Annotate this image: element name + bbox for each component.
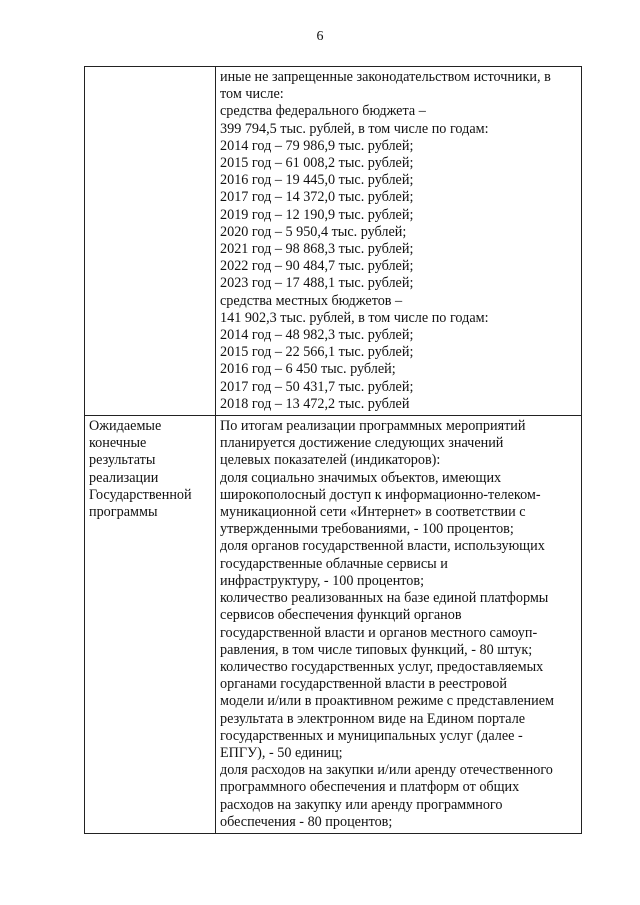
row-content-line: широкополосный доступ к информационно-телеком-: [220, 486, 541, 503]
row-label-line: Ожидаемые: [89, 418, 162, 435]
row-label-line: Государственной: [89, 486, 192, 503]
row-content-line: программного обеспечения и платформ от общих: [220, 779, 520, 796]
row-content-line: средства местных бюджетов –: [220, 292, 403, 309]
row-label-cell: [85, 416, 216, 834]
row-content-line: планируется достижение следующих значений: [220, 435, 504, 452]
row-content-line: утвержденными требованиями, - 100 процентов;: [220, 521, 514, 538]
row-content-line: 141 902,3 тыс. рублей, в том числе по годам:: [220, 309, 489, 326]
row-content-line: государственной власти и органов местного самоуп-: [220, 624, 538, 641]
row-content-line: 2018 год – 13 472,2 тыс. рублей: [220, 395, 410, 412]
row-content-line: 2017 год – 14 372,0 тыс. рублей;: [220, 189, 414, 206]
row-content-line: 2020 год – 5 950,4 тыс. рублей;: [220, 223, 407, 240]
row-content-cell: [216, 67, 582, 416]
row-content-line: государственные облачные сервисы и: [220, 555, 448, 572]
row-label-line: результаты: [89, 452, 156, 469]
row-content-line: количество государственных услуг, предоставляемых: [220, 658, 544, 675]
row-content-line: количество реализованных на базе единой платформы: [220, 590, 549, 607]
row-content-line: сервисов обеспечения функций органов: [220, 607, 462, 624]
row-content-line: 399 794,5 тыс. рублей, в том числе по годам:: [220, 120, 489, 137]
row-content-line: результата в электронном виде на Едином портале: [220, 710, 526, 727]
row-content-line: 2017 год – 50 431,7 тыс. рублей;: [220, 378, 414, 395]
table-row-funding-sources: [85, 67, 582, 416]
row-content-line: модели и/или в проактивном режиме с представлением: [220, 693, 554, 710]
row-content-line: государственных и муниципальных услуг (далее -: [220, 727, 523, 744]
row-content-line: целевых показателей (индикаторов):: [220, 452, 441, 469]
program-passport-table: [84, 66, 582, 834]
row-label-line: реализации: [89, 469, 159, 486]
row-label-cell: [85, 67, 216, 416]
row-content-line: 2021 год – 98 868,3 тыс. рублей;: [220, 241, 414, 258]
row-content-line: 2019 год – 12 190,9 тыс. рублей;: [220, 206, 414, 223]
row-content-line: 2015 год – 61 008,2 тыс. рублей;: [220, 155, 414, 172]
row-content-line: муникационной сети «Интернет» в соответствии с: [220, 504, 526, 521]
row-content-line: ЕПГУ), - 50 единиц;: [220, 744, 343, 761]
row-content-line: равления, в том числе типовых функций, - 80 штук;: [220, 641, 533, 658]
row-content-line: По итогам реализации программных мероприятий: [220, 418, 526, 435]
row-content-line: органами государственной власти в реестровой: [220, 676, 507, 693]
row-content-line: инфраструктуру, - 100 процентов;: [220, 572, 425, 589]
row-content-line: доля расходов на закупки и/или аренду отечественного: [220, 762, 553, 779]
page-number: 6: [316, 29, 324, 44]
row-content-line: иные не запрещенные законодательством источники, в: [220, 69, 551, 85]
row-content-line: 2016 год – 19 445,0 тыс. рублей;: [220, 172, 414, 189]
row-content-line: том числе:: [220, 86, 284, 103]
row-content-line: 2014 год – 79 986,9 тыс. рублей;: [220, 137, 414, 154]
row-content-line: доля органов государственной власти, использующих: [220, 538, 545, 555]
row-content-line: обеспечения - 80 процентов;: [220, 813, 393, 830]
table-row-expected-results: [85, 416, 582, 834]
row-content-line: 2022 год – 90 484,7 тыс. рублей;: [220, 258, 414, 275]
row-label-line: конечные: [89, 435, 147, 452]
row-content-line: 2016 год – 6 450 тыс. рублей;: [220, 361, 396, 378]
row-content-line: расходов на закупку или аренду программного: [220, 796, 503, 813]
row-content-line: 2023 год – 17 488,1 тыс. рублей;: [220, 275, 414, 292]
row-label-line: программы: [89, 504, 158, 521]
row-content-line: 2015 год – 22 566,1 тыс. рублей;: [220, 344, 414, 361]
row-content-line: средства федерального бюджета –: [220, 103, 426, 120]
row-content-cell: [216, 416, 582, 834]
row-content-line: 2014 год – 48 982,3 тыс. рублей;: [220, 327, 414, 344]
row-content-line: доля социально значимых объектов, имеющих: [220, 469, 502, 486]
